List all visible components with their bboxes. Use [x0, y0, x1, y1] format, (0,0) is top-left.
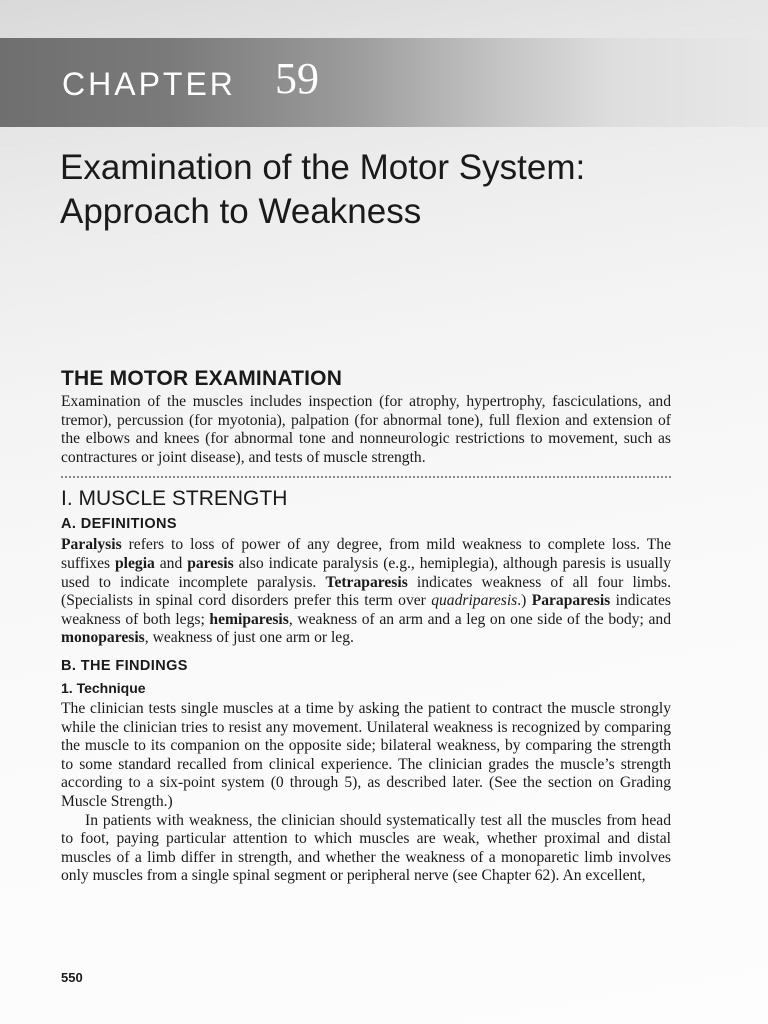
motor-exam-heading: THE MOTOR EXAMINATION [61, 367, 343, 390]
findings-heading: B. THE FINDINGS [61, 657, 188, 674]
technique-paragraph-1: The clinician tests single muscles at a time by asking the patient to contract the muscle strongly while the clinician tries to resist any movement. Unilateral weakness is recognized by comparing the muscle to its companion on the opposite side; bilateral weakness, by comparing the strength to some standard recalled from clinical experience. The clinician grades the muscle’s strength according to a six-point system (0 through 5), as described later. (See the section on Grading Muscle Strength.) [61, 699, 671, 810]
chapter-label: CHAPTER [62, 66, 236, 102]
page-number: 550 [61, 970, 83, 985]
chapter-title: Examination of the Motor System: Approach to Weakness [60, 148, 586, 231]
motor-exam-paragraph: Examination of the muscles includes inspection (for atrophy, hypertrophy, fasciculations, and tremor), percussion (for myotonia), palpation (for abnormal tone), full flexion and extension of the elbows and knees (for abnormal tone and nonneurologic restrictions to movement, such as contractures or joint disease), and tests of muscle strength. [61, 393, 671, 466]
definitions-heading: A. DEFINITIONS [61, 516, 177, 533]
muscle-strength-heading: I. MUSCLE STRENGTH [61, 487, 288, 511]
technique-paragraph-2: In patients with weakness, the clinician should systematically test all the muscles from head to foot, paying particular attention to which muscles are weak, whether proximal and distal muscles of a limb differ in strength, and whether the weakness of a monoparetic limb involves only muscles from a single spinal segment or peripheral nerve (see Chapter 62). An excellent, [61, 811, 671, 885]
chapter-number: 59 [275, 54, 319, 103]
page-body [61, 365, 671, 886]
section-divider [61, 476, 671, 478]
technique-heading: 1. Technique [61, 679, 146, 696]
definitions-paragraph: Paralysis refers to loss of power of any degree, from mild weakness to complete loss. The suffixes plegia and paresis also indicate paralysis (e.g., hemiplegia), although paresis is usually used to indicate incomplete paralysis. Tetraparesis indicates weakness of all four limbs. (Specialists in spinal cord disorders prefer this term over quadriparesis.) Paraparesis indicates weakness of both legs; hemiparesis, weakness of an arm and a leg on one side of the body; and monoparesis, weakness of just one arm or leg. [61, 536, 672, 647]
